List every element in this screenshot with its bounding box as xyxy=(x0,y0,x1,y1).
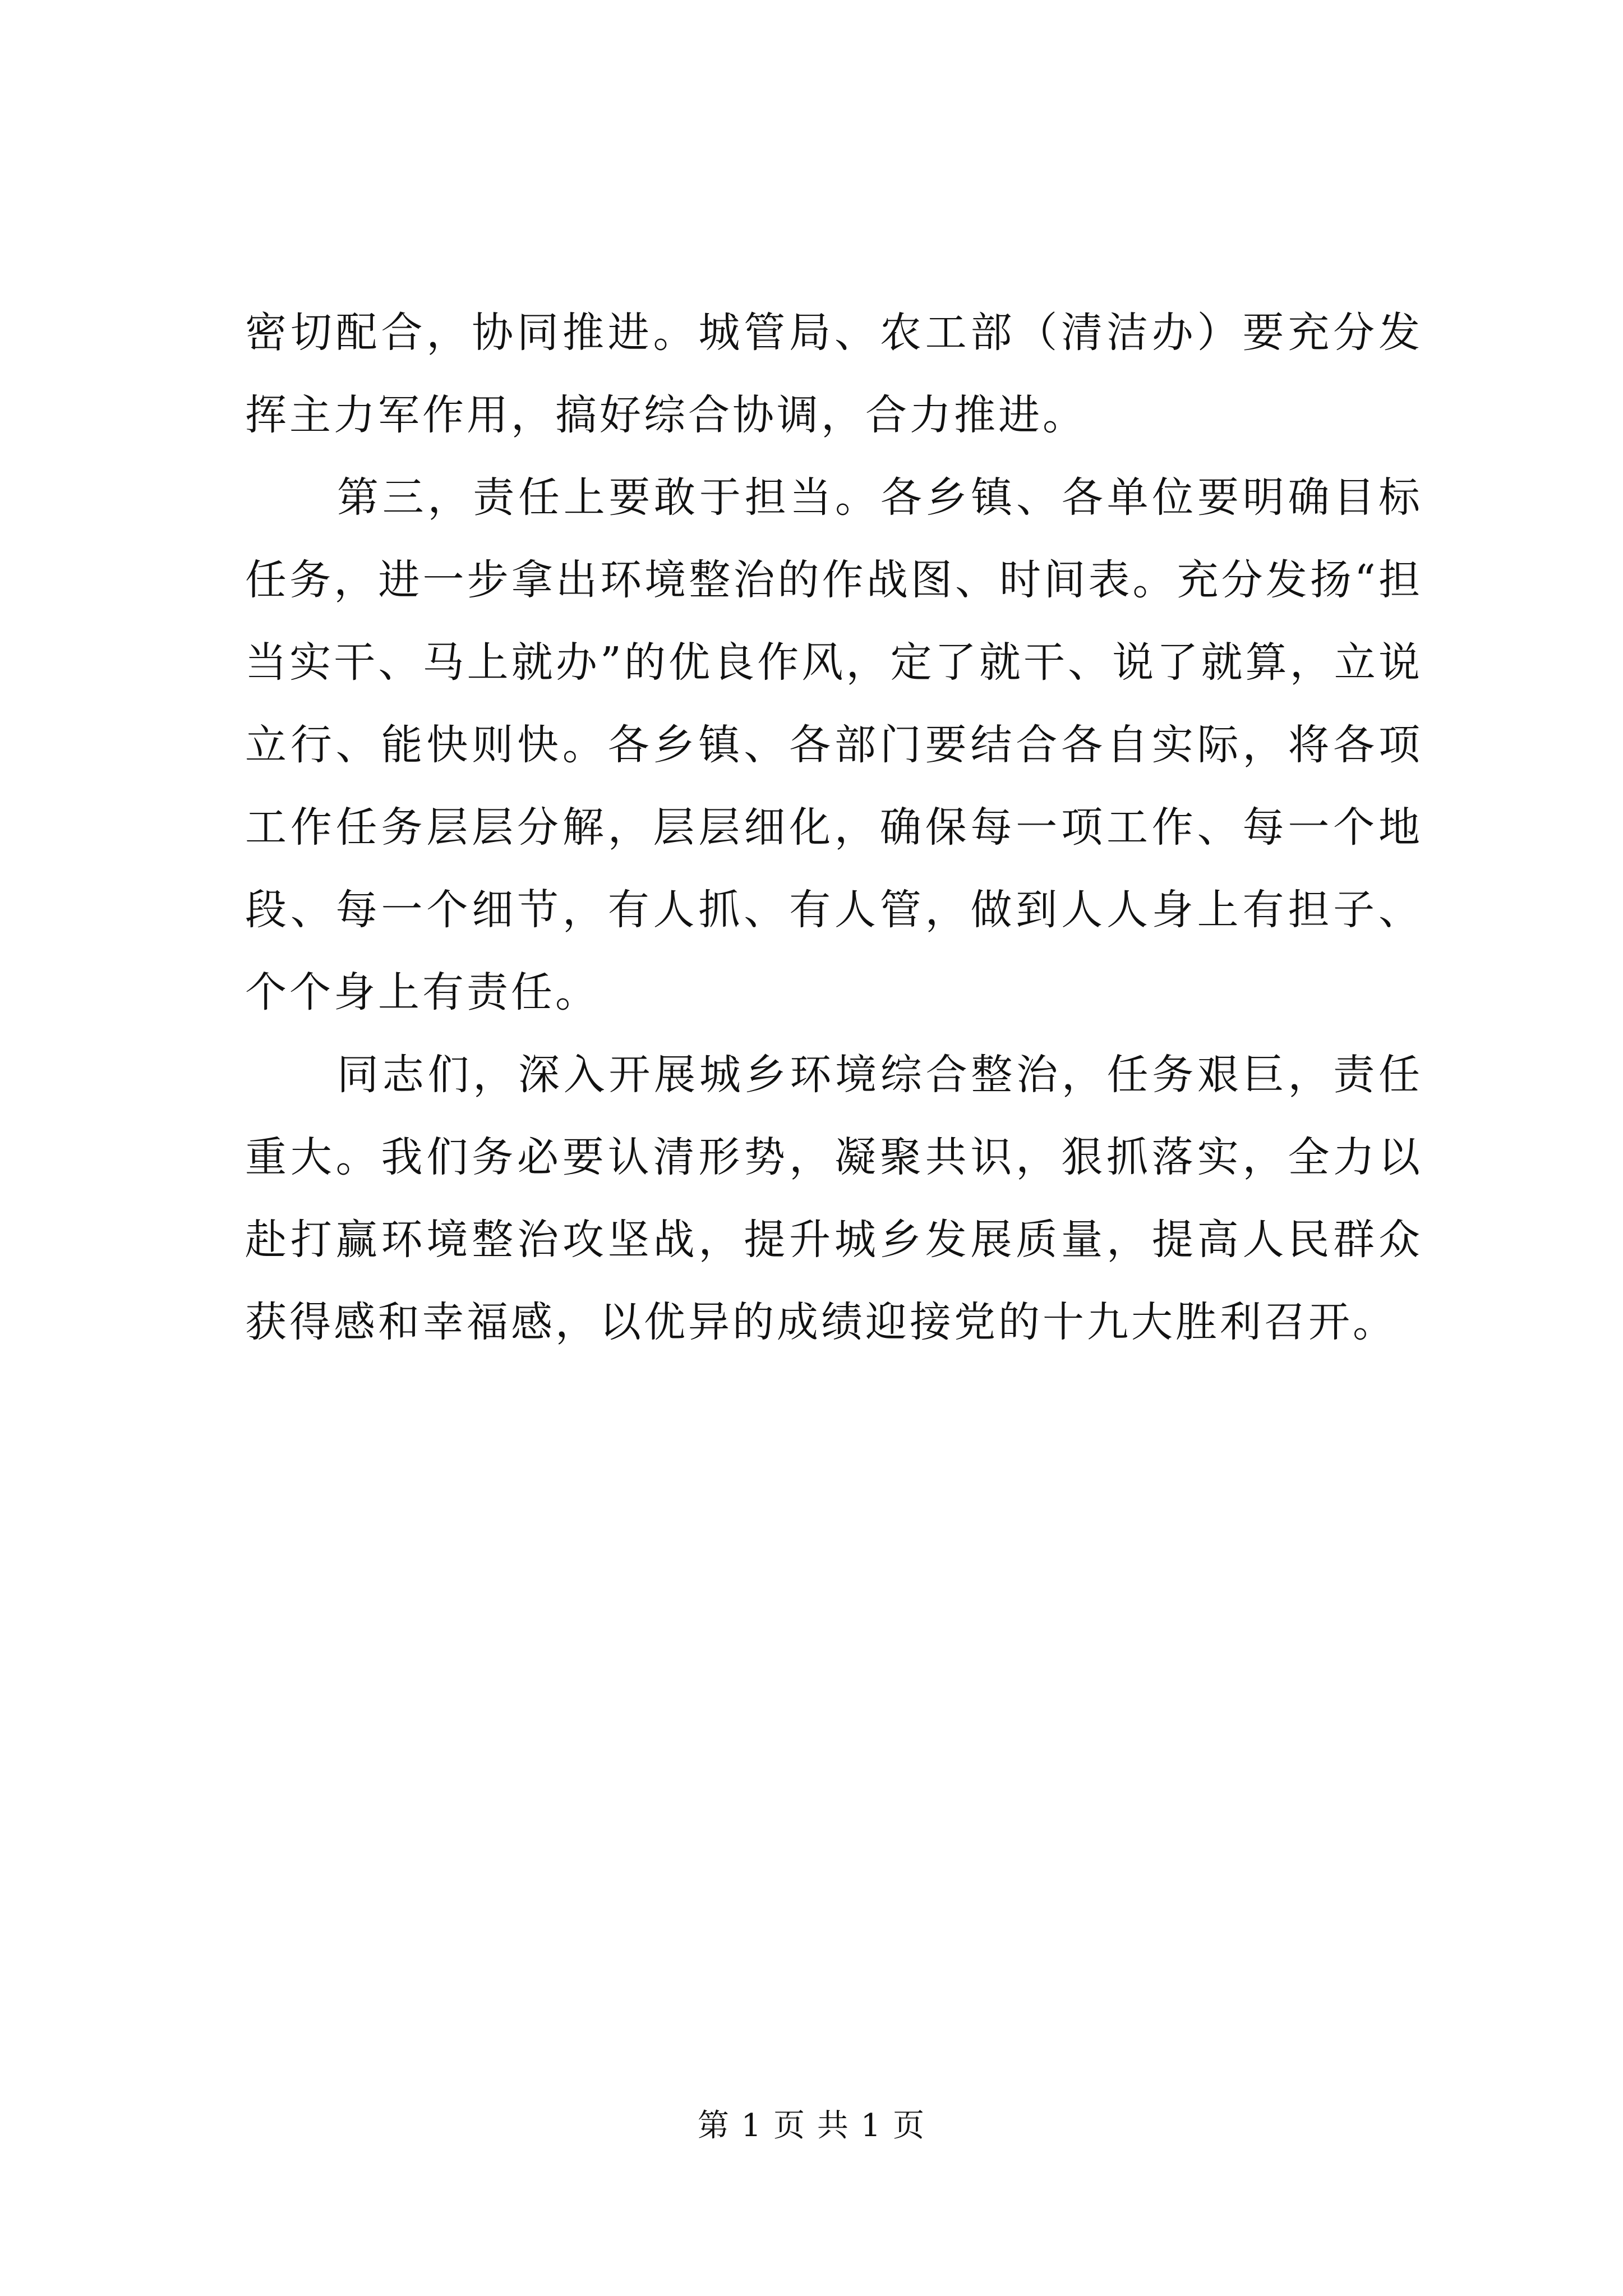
document-body xyxy=(245,292,1423,1364)
paragraph-continuation: 密切配合，协同推进。城管局、农工部（清洁办）要充分发挥主力军作用，搞好综合协调，合力推进。 xyxy=(245,309,1423,439)
page-footer: 第 1 页 共 1 页 xyxy=(697,2108,926,2144)
paragraph-third-point: 第三，责任上要敢于担当。各乡镇、各单位要明确目标任务，进一步拿出环境整治的作战图、时间表。充分发扬“担当实干、马上就办”的优良作风，定了就干、说了就算，立说立行、能快则快。各乡镇、各部门要结合各自实际，将各项工作任务层层分解，层层细化，确保每一项工作、每一个地段、每一个细节，有人抓、有人管，做到人人身上有担子、个个身上有责任。 xyxy=(245,473,1423,1016)
paragraph-closing: 同志们，深入开展城乡环境综合整治，任务艰巨，责任重大。我们务必要认清形势，凝聚共识，狠抓落实，全力以赴打赢环境整治攻坚战，提升城乡发展质量，提高人民群众获得感和幸福感，以优异的成绩迎接党的十九大胜利召开。 xyxy=(245,1051,1423,1346)
